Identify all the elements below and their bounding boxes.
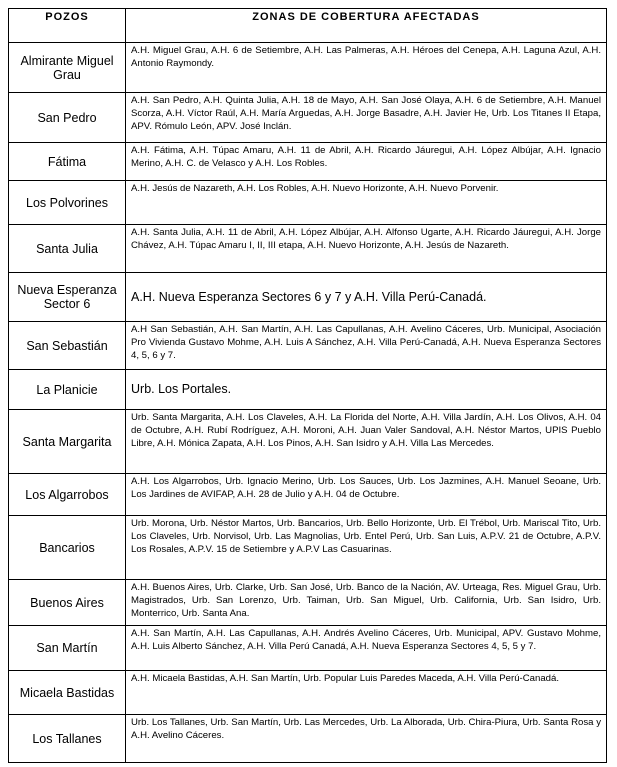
coverage-zones: Urb. Los Portales. — [126, 370, 607, 410]
wells-coverage-table — [8, 8, 607, 763]
header-row — [9, 9, 607, 43]
coverage-zones: Urb. Morona, Urb. Néstor Martos, Urb. Bancarios, Urb. Bello Horizonte, Urb. El Trébol, Urb. Mariscal Tito, Urb. Los Claveles, Urb. Norvisol, Urb. Las Magnolias, Urb. Entel Perú, Urb. San Luis, A.P.V. 21 de Octubre, A.P.V. Los Rosales, A.P.V. 15 de Setiembre y A.P.V Las Casuarinas. — [126, 516, 607, 580]
coverage-zones: A.H San Sebastián, A.H. San Martín, A.H. Las Capullanas, A.H. Avelino Cáceres, Urb. Municipal, Asociación Pro Vivienda Gustavo Mohme, A.H. Luis A Sánchez, A.H. Villa Perú-Canadá, A.H. Nueva Esperanza Sectores 4, 5, 6 y 7. — [126, 322, 607, 370]
coverage-zones: A.H. San Martín, A.H. Las Capullanas, A.H. Andrés Avelino Cáceres, Urb. Municipal, APV. Gustavo Mohme, A.H. Luis Alberto Sánchez, A.H. Villa Perú Canadá, A.H. Nueva Esperanza Sectores 4, 5, 5 y 7. — [126, 626, 607, 671]
coverage-zones: A.H. Santa Julia, A.H. 11 de Abril, A.H. López Albújar, A.H. Alfonso Ugarte, A.H. Ricardo Jáuregui, A.H. Jorge Chávez, A.H. Túpac Amaru I, II, III etapa, A.H. Nuevo Horizonte, A.H. Jesús de Nazareth. — [126, 225, 607, 273]
coverage-zones: A.H. Nueva Esperanza Sectores 6 y 7 y A.H. Villa Perú-Canadá. — [126, 273, 607, 322]
header-pozos: POZOS — [9, 9, 126, 43]
well-name: La Planicie — [9, 370, 126, 410]
well-name: Nueva Esperanza Sector 6 — [9, 273, 126, 322]
coverage-zones: A.H. Los Algarrobos, Urb. Ignacio Merino, Urb. Los Sauces, Urb. Los Jazmines, A.H. Manuel Seoane, Urb. Los Jardines de AVIFAP, A.H. 28 de Julio y A.H. 04 de Octubre. — [126, 474, 607, 516]
well-name: San Pedro — [9, 93, 126, 143]
table-row — [9, 273, 607, 322]
coverage-zones: Urb. Los Tallanes, Urb. San Martín, Urb. Las Mercedes, Urb. La Alborada, Urb. Chira-Piura, Urb. Santa Rosa y A.H. Avelino Cáceres. — [126, 715, 607, 763]
coverage-zones: A.H. San Pedro, A.H. Quinta Julia, A.H. 18 de Mayo, A.H. San José Olaya, A.H. 6 de Setiembre, A.H. Manuel Scorza, A.H. Víctor Raúl, A.H. María Arguedas, A.H. Jorge Basadre, A.H. Javier He, Urb. Los Titanes II Etapa, APV. Rómulo León, APV. José Inclán. — [126, 93, 607, 143]
table-row — [9, 225, 607, 273]
table-row — [9, 715, 607, 763]
coverage-zones: A.H. Miguel Grau, A.H. 6 de Setiembre, A.H. Las Palmeras, A.H. Héroes del Cenepa, A.H. Laguna Azul, A.H. Antonio Raymondy. — [126, 43, 607, 93]
table-row — [9, 93, 607, 143]
well-name: Fátima — [9, 143, 126, 181]
well-name: San Sebastián — [9, 322, 126, 370]
well-name: Los Tallanes — [9, 715, 126, 763]
table-row — [9, 43, 607, 93]
coverage-zones: Urb. Santa Margarita, A.H. Los Claveles, A.H. La Florida del Norte, A.H. Villa Jardín, A.H. Los Olivos, A.H. 04 de Octubre, A.H. Rubí Rodríguez, A.H. Moroni, A.H. Juan Valer Sandoval, A.H. Néstor Martos, UPIS Pueblo Libre, A.H. Mónica Zapata, A.H. Los Pinos, A.H. San Isidro y A.H. Villa Las Mercedes. — [126, 410, 607, 474]
well-name: Los Polvorines — [9, 181, 126, 225]
well-name: Buenos Aires — [9, 580, 126, 626]
table-row — [9, 322, 607, 370]
table-row — [9, 516, 607, 580]
well-name: Santa Julia — [9, 225, 126, 273]
coverage-zones: A.H. Jesús de Nazareth, A.H. Los Robles, A.H. Nuevo Horizonte, A.H. Nuevo Porvenir. — [126, 181, 607, 225]
coverage-zones: A.H. Fátima, A.H. Túpac Amaru, A.H. 11 de Abril, A.H. Ricardo Jáuregui, A.H. López Albújar, A.H. Ignacio Merino, A.H. C. de Velasco y A.H. Los Robles. — [126, 143, 607, 181]
table-row — [9, 474, 607, 516]
table-row — [9, 143, 607, 181]
table-row — [9, 410, 607, 474]
well-name: Santa Margarita — [9, 410, 126, 474]
coverage-zones: A.H. Micaela Bastidas, A.H. San Martín, Urb. Popular Luis Paredes Maceda, A.H. Villa Perú-Canadá. — [126, 671, 607, 715]
header-zonas: ZONAS DE COBERTURA AFECTADAS — [126, 9, 607, 43]
well-name: Almirante Miguel Grau — [9, 43, 126, 93]
table-row — [9, 626, 607, 671]
well-name: Los Algarrobos — [9, 474, 126, 516]
table-row — [9, 370, 607, 410]
table-row — [9, 671, 607, 715]
table-row — [9, 181, 607, 225]
well-name: San Martín — [9, 626, 126, 671]
table-row — [9, 580, 607, 626]
coverage-zones: A.H. Buenos Aires, Urb. Clarke, Urb. San José, Urb. Banco de la Nación, AV. Urteaga, Res. Miguel Grau, Urb. Magistrados, Urb. San Lorenzo, Urb. Taiman, Urb. San Miguel, Urb. California, Urb. San Isidro, Urb. Monterrico, Urb. Santa Ana. — [126, 580, 607, 626]
well-name: Micaela Bastidas — [9, 671, 126, 715]
well-name: Bancarios — [9, 516, 126, 580]
